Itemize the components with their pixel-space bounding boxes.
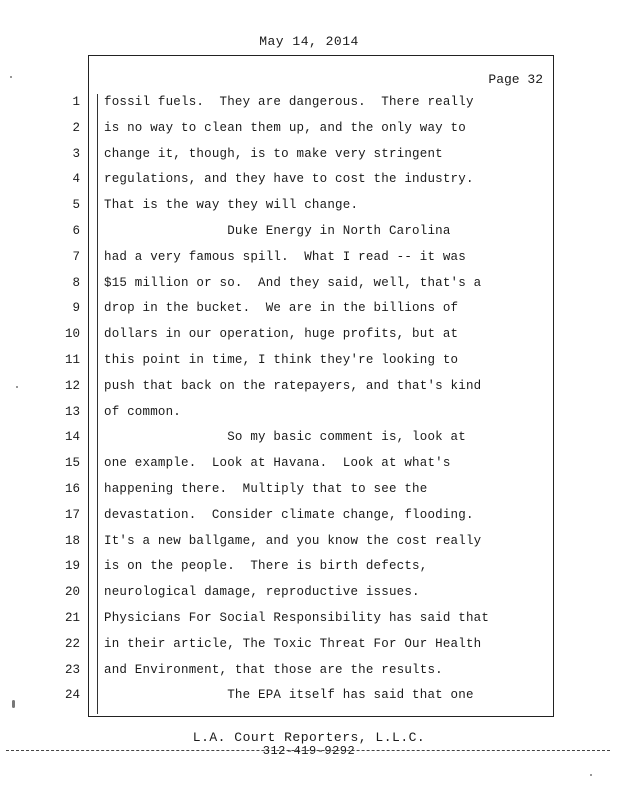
transcript-line-text: happening there. Multiply that to see the xyxy=(104,482,428,496)
transcript-line-text: neurological damage, reproductive issues. xyxy=(104,585,420,599)
transcript-line-text: $15 million or so. And they said, well, that's a xyxy=(104,276,482,290)
scan-speck xyxy=(590,774,592,776)
line-number: 15 xyxy=(64,456,80,470)
line-number: 20 xyxy=(64,585,80,599)
line-number: 3 xyxy=(72,147,80,161)
transcript-line-text: That is the way they will change. xyxy=(104,198,359,212)
transcript-line-text: of common. xyxy=(104,405,182,419)
transcript-line-text: had a very famous spill. What I read -- it was xyxy=(104,250,466,264)
transcript-line-text: Physicians For Social Responsibility has said that xyxy=(104,611,490,625)
line-number: 23 xyxy=(64,663,80,677)
page-number: Page 32 xyxy=(488,72,543,87)
transcript-line-text: devastation. Consider climate change, flooding. xyxy=(104,508,474,522)
line-number: 4 xyxy=(72,172,80,186)
line-number: 11 xyxy=(64,353,80,367)
line-number: 16 xyxy=(64,482,80,496)
transcript-line-text: So my basic comment is, look at xyxy=(104,430,466,444)
transcript-line-text: drop in the bucket. We are in the billions of xyxy=(104,301,459,315)
line-number: 1 xyxy=(72,95,80,109)
line-number: 2 xyxy=(72,121,80,135)
transcript-line-text: is on the people. There is birth defects, xyxy=(104,559,428,573)
line-number: 10 xyxy=(64,327,80,341)
transcript-line-text: this point in time, I think they're looking to xyxy=(104,353,459,367)
scan-speck xyxy=(10,76,12,78)
line-number: 7 xyxy=(72,250,80,264)
line-number: 12 xyxy=(64,379,80,393)
transcript-date: May 14, 2014 xyxy=(259,34,359,49)
transcript-line-text: regulations, and they have to cost the industry. xyxy=(104,172,474,186)
left-margin-rule xyxy=(97,94,98,714)
line-number: 13 xyxy=(64,405,80,419)
scan-speck xyxy=(12,700,15,708)
line-number: 17 xyxy=(64,508,80,522)
line-number: 6 xyxy=(72,224,80,238)
transcript-line-text: Duke Energy in North Carolina xyxy=(104,224,451,238)
transcript-line-text: in their article, The Toxic Threat For Our Health xyxy=(104,637,482,651)
transcript-line-text: It's a new ballgame, and you know the cost really xyxy=(104,534,482,548)
transcript-line-text: is no way to clean them up, and the only way to xyxy=(104,121,466,135)
transcript-line-text: The EPA itself has said that one xyxy=(104,688,474,702)
line-number: 24 xyxy=(64,688,80,702)
line-number: 22 xyxy=(64,637,80,651)
line-number: 9 xyxy=(72,301,80,315)
line-number: 8 xyxy=(72,276,80,290)
court-reporter-phone: 312-419-9292 xyxy=(262,744,356,758)
line-number: 21 xyxy=(64,611,80,625)
line-number: 14 xyxy=(64,430,80,444)
line-number: 18 xyxy=(64,534,80,548)
transcript-line-text: and Environment, that those are the results. xyxy=(104,663,443,677)
line-number: 5 xyxy=(72,198,80,212)
transcript-line-text: push that back on the ratepayers, and that's kind xyxy=(104,379,482,393)
transcript-line-text: change it, though, is to make very stringent xyxy=(104,147,443,161)
transcript-line-text: fossil fuels. They are dangerous. There really xyxy=(104,95,474,109)
scan-speck xyxy=(16,386,18,388)
transcript-line-text: dollars in our operation, huge profits, but at xyxy=(104,327,459,341)
line-number: 19 xyxy=(64,559,80,573)
court-reporter-name: L.A. Court Reporters, L.L.C. xyxy=(192,730,426,745)
transcript-line-text: one example. Look at Havana. Look at what's xyxy=(104,456,451,470)
